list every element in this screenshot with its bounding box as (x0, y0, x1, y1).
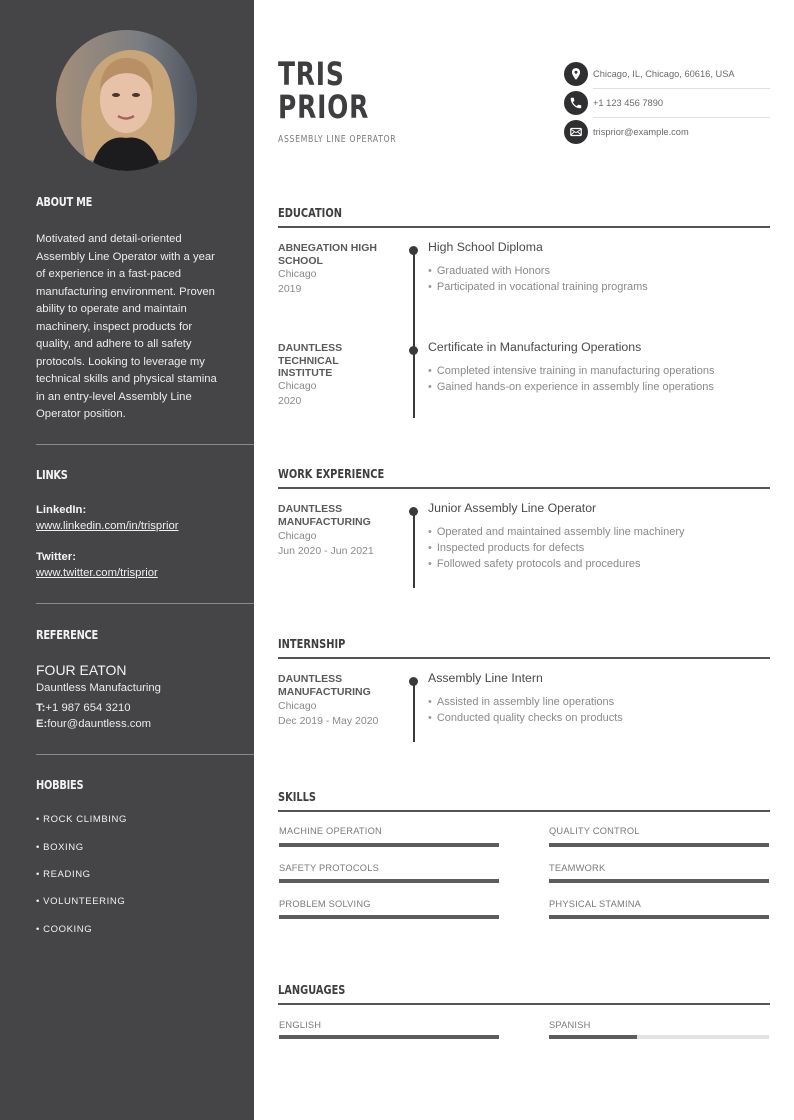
phone-value: +1 987 654 3210 (45, 702, 131, 714)
divider (36, 444, 254, 445)
linkedin-label: LinkedIn: (36, 504, 87, 516)
contact-email (564, 118, 770, 146)
email-text: trisprior@example.com (593, 127, 689, 137)
education-location: Chicago (278, 268, 317, 280)
reference-heading: REFERENCE (36, 628, 99, 642)
skill-label: SAFETY PROTOCOLS (279, 863, 379, 873)
skill-bar (549, 843, 769, 847)
bullet-item: • Followed safety protocols and procedures (428, 556, 685, 572)
skill-bar (549, 879, 769, 883)
education-date: 2020 (278, 394, 302, 407)
twitter-link[interactable]: www.twitter.com/trisprior (36, 567, 158, 579)
education-org: DAUNTLESS TECHNICAL INSTITUTE (278, 342, 343, 379)
hobby-item: • READING (36, 869, 91, 880)
education-date: 2019 (278, 282, 302, 295)
about-heading: ABOUT ME (36, 195, 93, 209)
skill-label: TEAMWORK (549, 863, 606, 873)
first-name: TRIS (278, 55, 345, 93)
job-title: ASSEMBLY LINE OPERATOR (278, 134, 397, 145)
timeline-line (413, 681, 415, 742)
skill-label: QUALITY CONTROL (549, 826, 640, 836)
skill-label: PHYSICAL STAMINA (549, 899, 642, 909)
internship-title: Assembly Line Intern (428, 671, 543, 685)
education-org: ABNEGATION HIGH SCHOOL (278, 242, 377, 267)
section-rule (278, 487, 770, 489)
about-text: Motivated and detail-oriented Assembly Line Operator with a year of experience in a fast-paced manufacturing environment. Proven ability to operate and maintain machinery, inspect products for quality, and adhere to all safety protocols. Looking to leverage my technical skills and physical stamina in an entry-level Assembly Line Operator position. (36, 233, 217, 420)
skill-bar (279, 843, 499, 847)
location-pin-icon (564, 62, 588, 86)
internship-date: Dec 2019 - May 2020 (278, 714, 379, 727)
twitter-label: Twitter: (36, 551, 76, 563)
timeline-line (413, 250, 415, 418)
timeline-dot (409, 507, 418, 516)
section-rule (278, 657, 770, 659)
language-label: SPANISH (549, 1020, 591, 1030)
address-text: Chicago, IL, Chicago, 60616, USA (593, 69, 735, 79)
sidebar (0, 0, 254, 1120)
work-location: Chicago (278, 530, 317, 542)
work-date: Jun 2020 - Jun 2021 (278, 544, 374, 557)
envelope-icon (564, 120, 588, 144)
hobby-item: • BOXING (36, 842, 84, 853)
skill-bar-fill (279, 843, 499, 847)
divider (36, 603, 254, 604)
timeline-dot (409, 346, 418, 355)
bullet-item: • Inspected products for defects (428, 540, 685, 556)
education-heading: EDUCATION (278, 206, 342, 220)
timeline-dot (409, 246, 418, 255)
education-meta (278, 379, 317, 408)
bullet-item: • Completed intensive training in manufacturing operations (428, 363, 714, 379)
internship-location: Chicago (278, 700, 317, 712)
education-title: High School Diploma (428, 240, 543, 254)
bullet-item: • Gained hands-on experience in assembly line operations (428, 379, 714, 395)
candidate-name (278, 55, 370, 126)
language-label: ENGLISH (279, 1020, 322, 1030)
linkedin-link[interactable]: www.linkedin.com/in/trisprior (36, 520, 179, 532)
language-bar (279, 1035, 499, 1039)
contact-phone (564, 89, 770, 117)
work-heading: WORK EXPERIENCE (278, 467, 385, 481)
reference-name: FOUR EATON (36, 662, 127, 678)
links-heading: LINKS (36, 468, 68, 482)
portrait-image-icon (56, 30, 197, 171)
work-title: Junior Assembly Line Operator (428, 501, 597, 515)
language-bar-fill (549, 1035, 637, 1039)
skill-bar (549, 915, 769, 919)
last-name: PRIOR (278, 88, 370, 126)
hobby-item: • ROCK CLIMBING (36, 814, 127, 825)
skills-heading: SKILLS (278, 790, 317, 804)
skill-label: MACHINE OPERATION (279, 826, 382, 836)
hobby-item: • COOKING (36, 924, 93, 935)
internship-meta (278, 699, 378, 728)
skill-bar (279, 915, 499, 919)
main-content (254, 0, 794, 1120)
hobbies-heading: HOBBIES (36, 778, 84, 792)
language-bar (549, 1035, 769, 1039)
education-bullets (428, 263, 648, 295)
education-location: Chicago (278, 380, 317, 392)
internship-org: DAUNTLESS MANUFACTURING (278, 673, 371, 698)
email-value: four@dauntless.com (47, 718, 152, 730)
bullet-item: • Assisted in assembly line operations (428, 694, 623, 710)
skill-bar-fill (549, 915, 769, 919)
languages-heading: LANGUAGES (278, 983, 346, 997)
email-label: E: (36, 718, 48, 730)
phone-text: +1 123 456 7890 (593, 98, 664, 108)
section-rule (278, 1003, 770, 1005)
work-org: DAUNTLESS MANUFACTURING (278, 503, 371, 528)
education-title: Certificate in Manufacturing Operations (428, 340, 642, 354)
section-rule (278, 226, 770, 228)
skill-bar-fill (279, 879, 499, 883)
work-bullets (428, 524, 685, 572)
reference-email (36, 718, 151, 730)
bullet-item: • Participated in vocational training programs (428, 279, 648, 295)
skill-bar (279, 879, 499, 883)
work-meta (278, 529, 374, 558)
reference-phone (36, 702, 131, 714)
reference-company: Dauntless Manufacturing (36, 682, 161, 694)
skill-label: PROBLEM SOLVING (279, 899, 371, 909)
contact-address (564, 60, 770, 88)
skill-bar-fill (549, 879, 769, 883)
section-rule (278, 810, 770, 812)
education-bullets (428, 363, 714, 395)
timeline-dot (409, 677, 418, 686)
bullet-item: • Conducted quality checks on products (428, 710, 623, 726)
divider (36, 754, 254, 755)
language-bar-fill (279, 1035, 499, 1039)
internship-bullets (428, 694, 623, 726)
bullet-item: • Operated and maintained assembly line machinery (428, 524, 685, 540)
bullet-item: • Graduated with Honors (428, 263, 648, 279)
profile-photo (56, 30, 197, 171)
hobby-item: • VOLUNTEERING (36, 896, 126, 907)
skill-bar-fill (279, 915, 499, 919)
timeline-line (413, 511, 415, 588)
phone-icon (564, 91, 588, 115)
education-meta (278, 267, 317, 296)
skill-bar-fill (549, 843, 769, 847)
internship-heading: INTERNSHIP (278, 637, 346, 651)
phone-label: T: (36, 702, 46, 714)
